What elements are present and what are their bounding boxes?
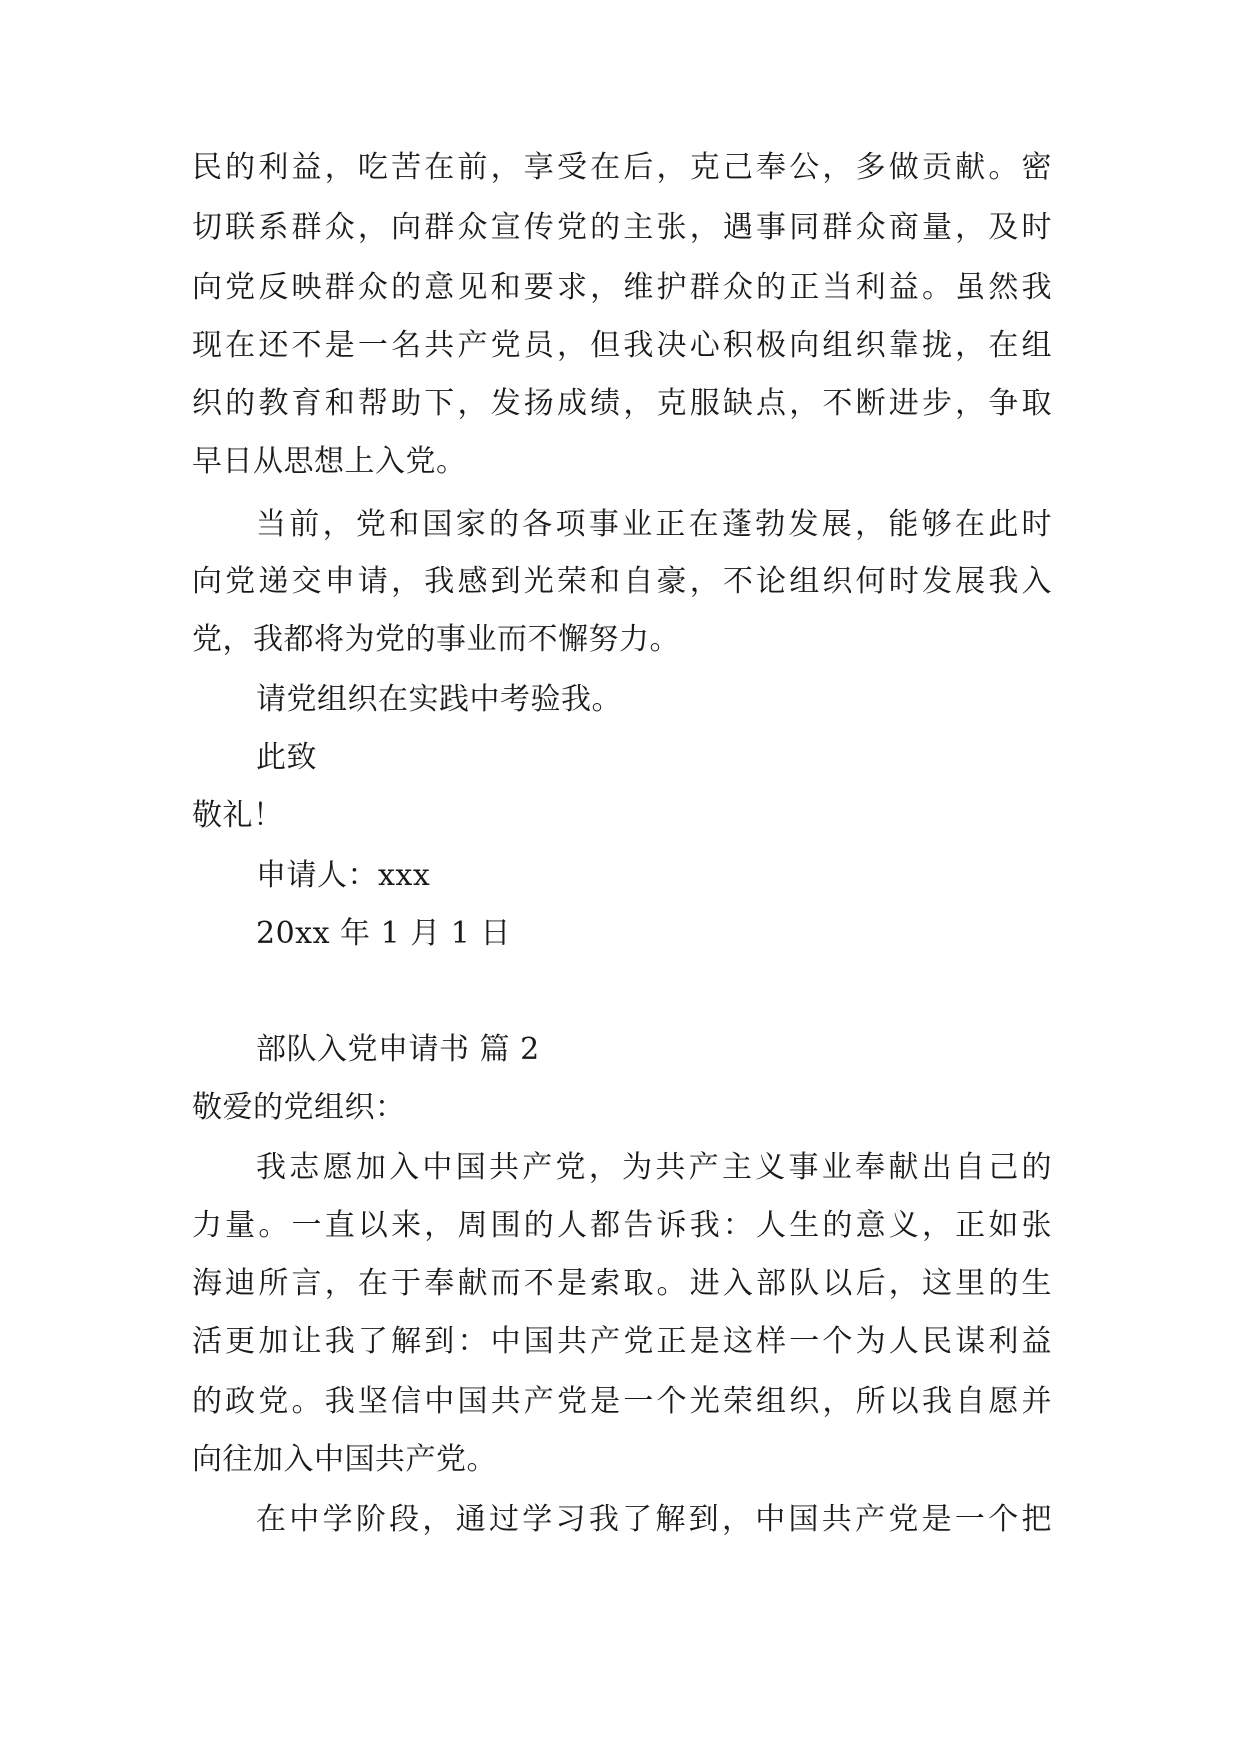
paragraph-first-line: 我志愿加入中国共产党，为共产主义事业奉献出自己的: [256, 1150, 1052, 1185]
text-line: 海迪所言，在于奉献而不是索取。进入部队以后，这里的生: [192, 1266, 1052, 1301]
text-line: 民的利益，吃苦在前，享受在后，克己奉公，多做贡献。密: [192, 150, 1052, 185]
application-date: 20xx 年 1 月 1 日: [256, 916, 511, 951]
applicant-signature: 申请人：xxx: [256, 858, 431, 893]
paragraph-first-line: 在中学阶段，通过学习我了解到，中国共产党是一个把: [256, 1502, 1052, 1537]
closing-greeting: 此致: [256, 740, 317, 775]
text-line: 党，我都将为党的事业而不懈努力。: [192, 622, 680, 657]
text-line: 力量。一直以来，周围的人都告诉我：人生的意义，正如张: [192, 1208, 1052, 1243]
text-line: 现在还不是一名共产党员，但我决心积极向组织靠拢，在组: [192, 328, 1052, 363]
text-line: 切联系群众，向群众宣传党的主张，遇事同群众商量，及时: [192, 210, 1052, 245]
paragraph-first-line: 当前，党和国家的各项事业正在蓬勃发展，能够在此时: [256, 507, 1052, 542]
closing-request: 请党组织在实践中考验我。: [256, 682, 622, 717]
text-line: 向党递交申请，我感到光荣和自豪，不论组织何时发展我入: [192, 564, 1052, 599]
letter-salutation: 敬爱的党组织：: [192, 1090, 406, 1125]
text-line: 向党反映群众的意见和要求，维护群众的正当利益。虽然我: [192, 270, 1052, 305]
salutation-respect: 敬礼！: [192, 798, 284, 833]
text-line: 向往加入中国共产党。: [192, 1442, 497, 1477]
text-line: 织的教育和帮助下，发扬成绩，克服缺点，不断进步，争取: [192, 386, 1052, 421]
text-line: 早日从思想上入党。: [192, 444, 467, 479]
section-heading: 部队入党申请书 篇 2: [256, 1032, 540, 1067]
text-line: 活更加让我了解到：中国共产党正是这样一个为人民谋利益: [192, 1324, 1052, 1359]
text-line: 的政党。我坚信中国共产党是一个光荣组织，所以我自愿并: [192, 1384, 1052, 1419]
